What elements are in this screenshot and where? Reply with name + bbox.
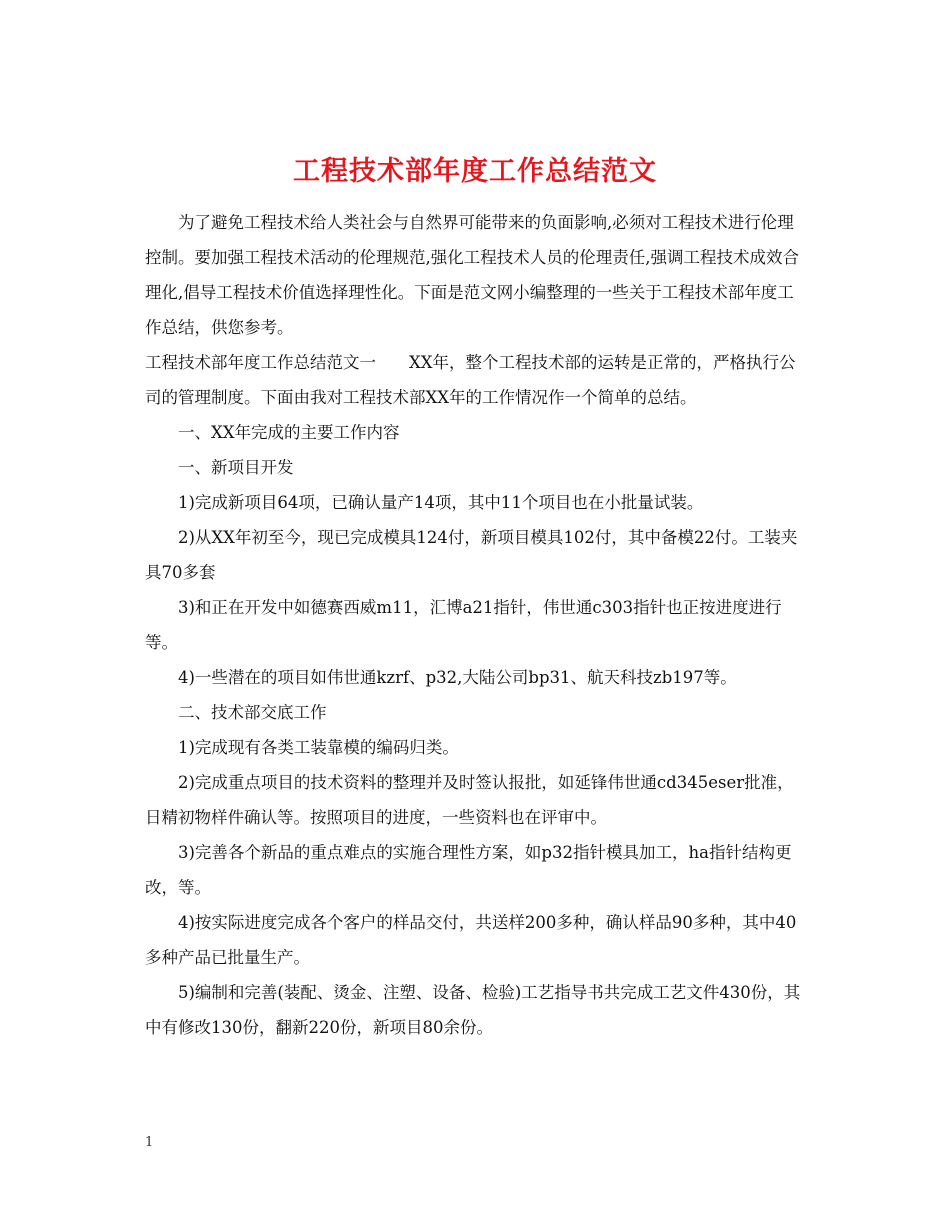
- paragraph: 3)完善各个新品的重点难点的实施合理性方案，如p32指针模具加工，ha指针结构更改，等。: [145, 843, 792, 897]
- paragraph: 4)按实际进度完成各个客户的样品交付，共送样200多种，确认样品90多种，其中40多种产品已批量生产。: [145, 913, 797, 967]
- document-title: 工程技术部年度工作总结范文: [293, 156, 657, 188]
- paragraph: 2)完成重点项目的技术资料的整理并及时签认报批，如延锋伟世通cd345eser批准，日精初物样件确认等。按照项目的进度，一些资料也在评审中。: [145, 773, 794, 827]
- paragraph: 1)完成现有各类工装靠模的编码归类。: [178, 738, 459, 757]
- paragraph: 一、新项目开发: [178, 458, 294, 477]
- paragraph: 3)和正在开发中如德赛西威m11，汇博a21指针，伟世通c303指针也正按进度进行等。: [145, 598, 782, 652]
- paragraph: 二、技术部交底工作: [178, 703, 327, 722]
- page-number: 1: [145, 1135, 154, 1150]
- paragraph: 4)一些潜在的项目如伟世通kzrf、p32,大陆公司bp31、航天科技zb197等。: [178, 668, 737, 687]
- paragraph: 5)编制和完善(装配、烫金、注塑、设备、检验)工艺指导书共完成工艺文件430份，其中有修改130份，翻新220份，新项目80余份。: [145, 983, 801, 1037]
- paragraph: 1)完成新项目64项，已确认量产14项，其中11个项目也在小批量试装。: [178, 493, 704, 512]
- document-body: [145, 205, 810, 1045]
- paragraph: 一、XX年完成的主要工作内容: [178, 423, 400, 442]
- paragraph: 为了避免工程技术给人类社会与自然界可能带来的负面影响,必须对工程技术进行伦理控制。要加强工程技术活动的伦理规范,强化工程技术人员的伦理责任,强调工程技术成效合理化,倡导工程技术价值选择理性化。下面是范文网小编整理的一些关于工程技术部年度工作总结，供您参考。: [145, 213, 799, 337]
- paragraph: 2)从XX年初至今，现已完成模具124付，新项目模具102付，其中备模22付。工装夹具70多套: [145, 528, 798, 582]
- paragraph: 工程技术部年度工作总结范文一 XX年，整个工程技术部的运转是正常的，严格执行公司的管理制度。下面由我对工程技术部XX年的工作情况作一个简单的总结。: [145, 353, 796, 407]
